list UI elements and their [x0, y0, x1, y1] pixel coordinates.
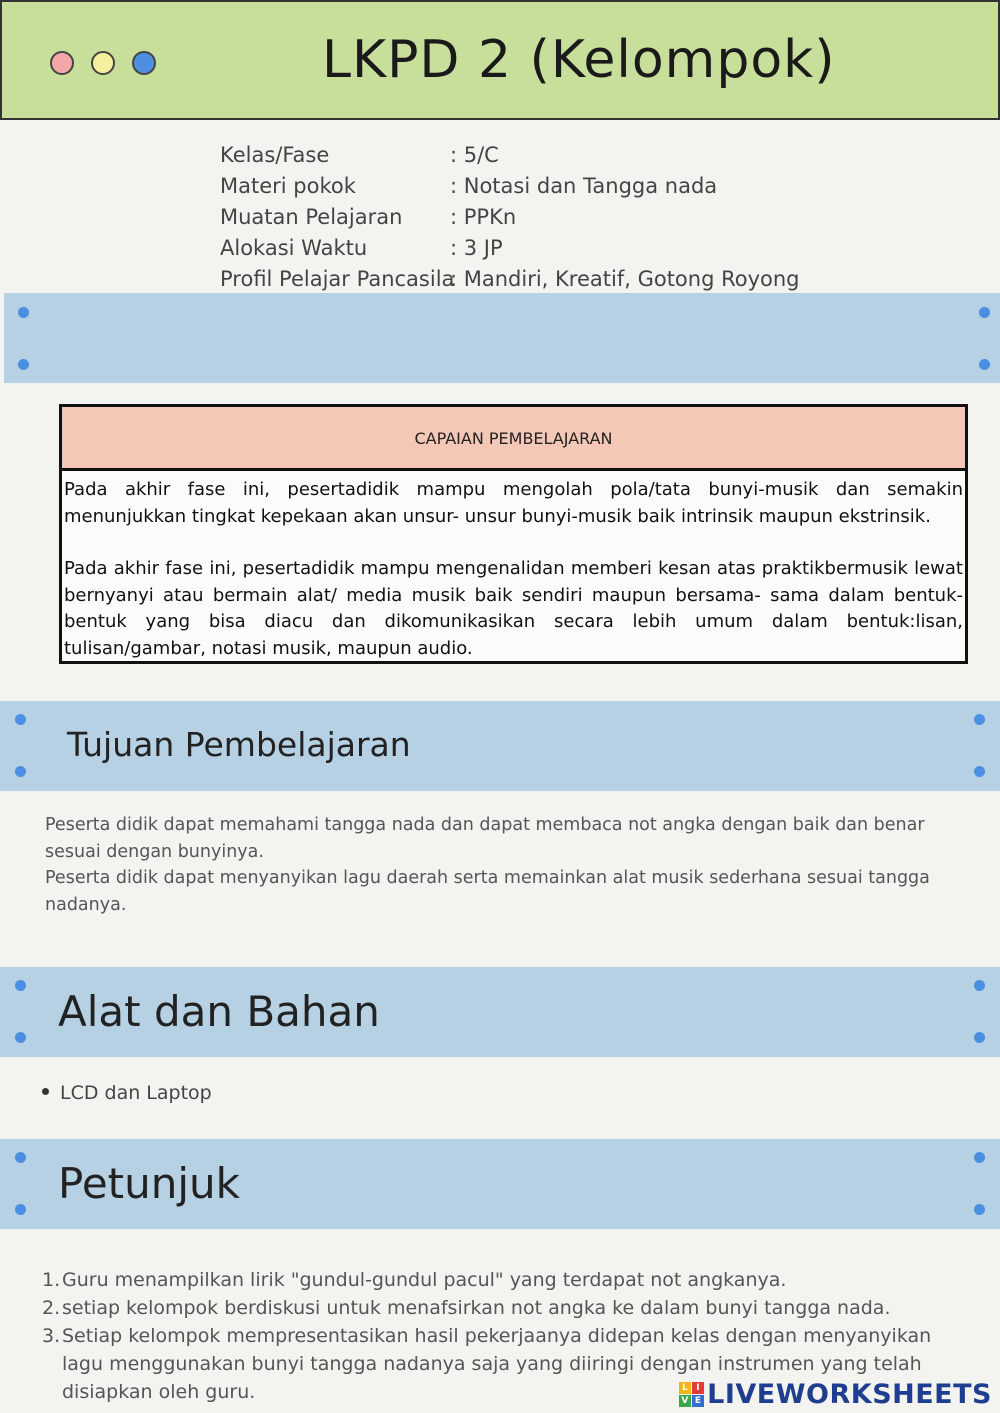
capaian-paragraph: Pada akhir fase ini, pesertadidik mampu mengolah pola/tata bunyi-musik dan semakin menunjukkan tingkat kepekaan akan unsur- unsur bunyi-musik baik intrinsik maupun ekstrinsik. [64, 479, 963, 527]
band-dot-icon [979, 307, 990, 318]
petunjuk-title: Petunjuk [58, 1159, 240, 1208]
info-block [220, 140, 920, 295]
petunjuk-band [0, 1139, 1000, 1229]
band-dot-icon [974, 1032, 985, 1043]
info-row [220, 171, 920, 202]
info-label: Profil Pelajar Pancasila [220, 267, 455, 291]
yellow-dot-icon [91, 51, 115, 75]
band-dot-icon [979, 359, 990, 370]
info-label: Kelas/Fase [220, 143, 330, 167]
alat-band [0, 967, 1000, 1057]
step-text: Guru menampilkan lirik "gundul-gundul pacul" yang terdapat not angkanya. [62, 1269, 787, 1291]
tujuan-band [0, 701, 1000, 791]
band-dot-icon [974, 980, 985, 991]
step-text: setiap kelompok berdiskusi untuk menafsirkan not angka ke dalam bunyi tangga nada. [62, 1297, 891, 1319]
band-dot-icon [974, 766, 985, 777]
tujuan-paragraph: Peserta didik dapat memahami tangga nada dan dapat membaca not angka dengan baik dan benar sesuai dengan bunyinya. [45, 815, 925, 862]
tujuan-title: Tujuan Pembelajaran [67, 725, 411, 764]
band-dot-icon [15, 1032, 26, 1043]
info-label: Alokasi Waktu [220, 236, 368, 260]
band-dot-icon [974, 1204, 985, 1215]
info-value: : Notasi dan Tangga nada [450, 174, 718, 198]
info-label: Materi pokok [220, 174, 356, 198]
capaian-heading: CAPAIAN PEMBELAJARAN [62, 407, 965, 471]
band-dot-icon [974, 1152, 985, 1163]
alat-title: Alat dan Bahan [58, 987, 380, 1036]
band-dot-icon [15, 714, 26, 725]
list-item [42, 1082, 212, 1104]
info-value: : PPKn [450, 205, 517, 229]
band-dot-icon [974, 714, 985, 725]
step-text: Setiap kelompok mempresentasikan hasil pekerjaanya didepan kelas dengan menyanyikan lagu menggunakan bunyi tangga nadanya saja yang diiringi dengan instrumen yang telah disiapkan oleh guru. [62, 1325, 932, 1403]
info-value: : 3 JP [450, 236, 503, 260]
capaian-body [62, 471, 965, 662]
info-label: Muatan Pelajaran [220, 205, 403, 229]
alat-item-text: LCD dan Laptop [60, 1082, 212, 1104]
band-dot-icon [15, 1152, 26, 1163]
band-dot-icon [18, 307, 29, 318]
list-item [42, 1266, 942, 1294]
capaian-paragraph: Pada akhir fase ini, pesertadidik mampu mengenalidan memberi kesan atas praktikbermusik lewat bernyanyi atau bermain alat/ media musik baik sendiri maupun bersama- sama dalam bentuk-bentuk yang bisa diacu dan dikomunikasikan secara lebih umum dalam bentuk:lisan, tulisan/gambar, notasi musik, maupun audio. [64, 558, 963, 659]
info-row [220, 140, 920, 171]
logo-text: LIVEWORKSHEETS [707, 1378, 992, 1410]
bullet-icon [42, 1088, 49, 1095]
band-dot-icon [18, 359, 29, 370]
tujuan-text [45, 812, 965, 918]
step-number: 3. [42, 1325, 61, 1347]
blue-dot-icon [132, 51, 156, 75]
empty-band [4, 293, 1000, 383]
info-value: : Mandiri, Kreatif, Gotong Royong [450, 267, 800, 291]
band-dot-icon [15, 1204, 26, 1215]
band-dot-icon [15, 766, 26, 777]
tujuan-paragraph: Peserta didik dapat menyanyikan lagu daerah serta memainkan alat musik sederhana sesuai tangga nadanya. [45, 868, 930, 915]
band-dot-icon [15, 980, 26, 991]
list-item [42, 1294, 942, 1322]
info-row [220, 233, 920, 264]
info-value: : 5/C [450, 143, 499, 167]
page-title: LKPD 2 (Kelompok) [322, 30, 836, 90]
step-number: 2. [42, 1297, 61, 1319]
info-row [220, 202, 920, 233]
logo-mark-icon: L I V E [679, 1382, 704, 1407]
pink-dot-icon [50, 51, 74, 75]
info-row [220, 264, 920, 295]
header-bar [0, 0, 1000, 120]
step-number: 1. [42, 1269, 61, 1291]
capaian-box [59, 404, 968, 664]
liveworksheets-logo[interactable] [679, 1379, 992, 1409]
